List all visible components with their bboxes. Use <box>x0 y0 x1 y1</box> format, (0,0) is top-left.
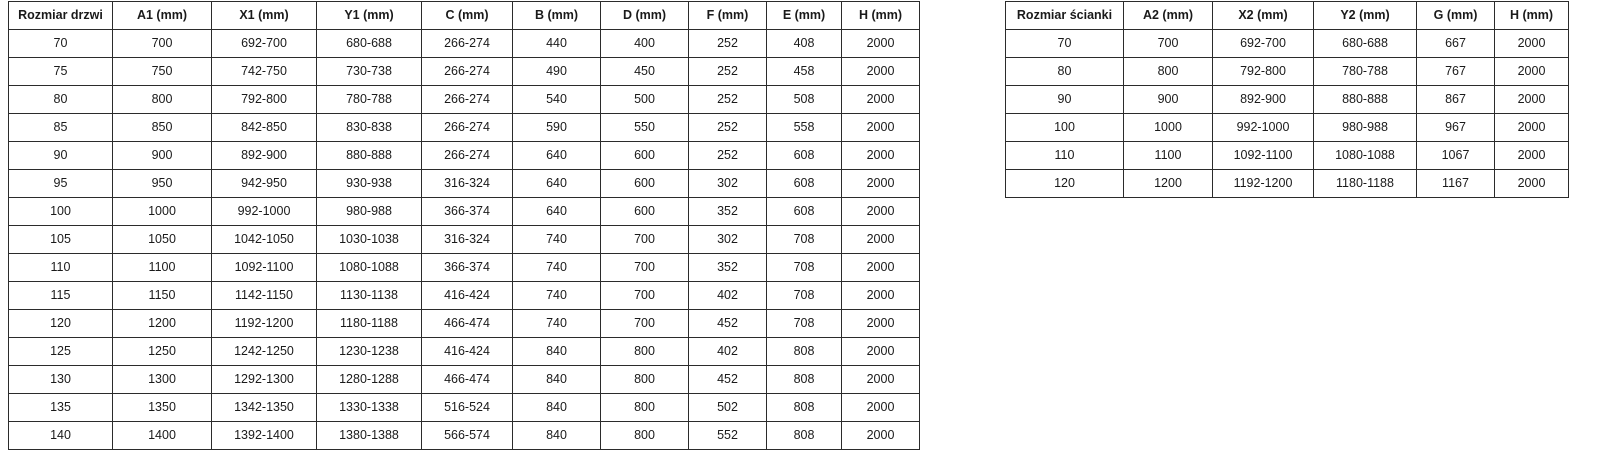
cell: 708 <box>767 282 842 310</box>
cell: 950 <box>113 170 212 198</box>
table-row <box>9 422 920 450</box>
column-header-y1: Y1 (mm) <box>317 2 422 30</box>
cell: 808 <box>767 394 842 422</box>
cell: 135 <box>9 394 113 422</box>
table-row <box>9 366 920 394</box>
cell: 458 <box>767 58 842 86</box>
door-size-table <box>8 1 920 450</box>
cell: 2000 <box>842 170 920 198</box>
cell: 1042-1050 <box>212 226 317 254</box>
cell: 680-688 <box>317 30 422 58</box>
cell: 1192-1200 <box>212 310 317 338</box>
wall-size-table <box>1005 1 1569 198</box>
cell: 840 <box>513 394 601 422</box>
cell: 550 <box>601 114 689 142</box>
cell: 500 <box>601 86 689 114</box>
cell: 252 <box>689 114 767 142</box>
cell: 708 <box>767 254 842 282</box>
cell: 840 <box>513 366 601 394</box>
cell: 1080-1088 <box>1314 142 1417 170</box>
cell: 100 <box>1006 114 1124 142</box>
cell: 140 <box>9 422 113 450</box>
cell: 880-888 <box>317 142 422 170</box>
cell: 840 <box>513 338 601 366</box>
cell: 608 <box>767 198 842 226</box>
cell: 408 <box>767 30 842 58</box>
cell: 402 <box>689 282 767 310</box>
table-row <box>9 58 920 86</box>
cell: 85 <box>9 114 113 142</box>
cell: 967 <box>1417 114 1495 142</box>
cell: 416-424 <box>422 282 513 310</box>
cell: 792-800 <box>1213 58 1314 86</box>
column-header-c: C (mm) <box>422 2 513 30</box>
cell: 400 <box>601 30 689 58</box>
cell: 708 <box>767 226 842 254</box>
cell: 2000 <box>842 310 920 338</box>
cell: 120 <box>9 310 113 338</box>
cell: 90 <box>9 142 113 170</box>
cell: 70 <box>9 30 113 58</box>
cell: 352 <box>689 198 767 226</box>
cell: 1350 <box>113 394 212 422</box>
table-row <box>9 198 920 226</box>
cell: 450 <box>601 58 689 86</box>
cell: 2000 <box>1495 30 1569 58</box>
cell: 1242-1250 <box>212 338 317 366</box>
column-header-e: E (mm) <box>767 2 842 30</box>
cell: 452 <box>689 310 767 338</box>
column-header-h: H (mm) <box>1495 2 1569 30</box>
cell: 1150 <box>113 282 212 310</box>
cell: 2000 <box>842 58 920 86</box>
cell: 416-424 <box>422 338 513 366</box>
cell: 842-850 <box>212 114 317 142</box>
door-table-header <box>9 2 920 30</box>
table-row <box>1006 142 1569 170</box>
cell: 110 <box>1006 142 1124 170</box>
cell: 302 <box>689 170 767 198</box>
table-row <box>1006 114 1569 142</box>
cell: 740 <box>513 226 601 254</box>
cell: 1280-1288 <box>317 366 422 394</box>
table-row <box>9 114 920 142</box>
table-row <box>1006 86 1569 114</box>
cell: 1130-1138 <box>317 282 422 310</box>
cell: 252 <box>689 142 767 170</box>
cell: 608 <box>767 142 842 170</box>
table-row <box>1006 58 1569 86</box>
cell: 1100 <box>113 254 212 282</box>
cell: 667 <box>1417 30 1495 58</box>
wall-table-body <box>1006 30 1569 198</box>
cell: 1030-1038 <box>317 226 422 254</box>
cell: 830-838 <box>317 114 422 142</box>
cell: 130 <box>9 366 113 394</box>
column-header-door-size: Rozmiar drzwi <box>9 2 113 30</box>
cell: 2000 <box>842 282 920 310</box>
cell: 700 <box>601 310 689 338</box>
cell: 2000 <box>842 338 920 366</box>
cell: 266-274 <box>422 58 513 86</box>
cell: 792-800 <box>212 86 317 114</box>
cell: 1392-1400 <box>212 422 317 450</box>
cell: 105 <box>9 226 113 254</box>
cell: 540 <box>513 86 601 114</box>
cell: 552 <box>689 422 767 450</box>
cell: 840 <box>513 422 601 450</box>
cell: 800 <box>601 394 689 422</box>
cell: 252 <box>689 58 767 86</box>
table-row <box>9 86 920 114</box>
cell: 1250 <box>113 338 212 366</box>
cell: 2000 <box>842 254 920 282</box>
cell: 900 <box>1124 86 1213 114</box>
cell: 1092-1100 <box>212 254 317 282</box>
cell: 2000 <box>842 366 920 394</box>
cell: 1142-1150 <box>212 282 317 310</box>
cell: 1067 <box>1417 142 1495 170</box>
cell: 402 <box>689 338 767 366</box>
cell: 90 <box>1006 86 1124 114</box>
cell: 1380-1388 <box>317 422 422 450</box>
cell: 680-688 <box>1314 30 1417 58</box>
cell: 600 <box>601 170 689 198</box>
cell: 490 <box>513 58 601 86</box>
cell: 2000 <box>842 422 920 450</box>
cell: 900 <box>113 142 212 170</box>
cell: 1100 <box>1124 142 1213 170</box>
table-row <box>9 254 920 282</box>
cell: 1200 <box>113 310 212 338</box>
cell: 95 <box>9 170 113 198</box>
column-header-y2: Y2 (mm) <box>1314 2 1417 30</box>
cell: 1167 <box>1417 170 1495 198</box>
cell: 808 <box>767 366 842 394</box>
table-row <box>9 142 920 170</box>
cell: 980-988 <box>1314 114 1417 142</box>
table-row <box>9 30 920 58</box>
table-row <box>1006 30 1569 58</box>
cell: 1300 <box>113 366 212 394</box>
column-header-wall-size: Rozmiar ścianki <box>1006 2 1124 30</box>
cell: 692-700 <box>1213 30 1314 58</box>
cell: 2000 <box>842 114 920 142</box>
cell: 2000 <box>842 86 920 114</box>
cell: 2000 <box>1495 86 1569 114</box>
cell: 75 <box>9 58 113 86</box>
cell: 2000 <box>842 30 920 58</box>
cell: 2000 <box>842 226 920 254</box>
cell: 452 <box>689 366 767 394</box>
cell: 1400 <box>113 422 212 450</box>
cell: 892-900 <box>1213 86 1314 114</box>
column-header-a2: A2 (mm) <box>1124 2 1213 30</box>
table-row <box>9 394 920 422</box>
cell: 566-574 <box>422 422 513 450</box>
cell: 1330-1338 <box>317 394 422 422</box>
cell: 440 <box>513 30 601 58</box>
table-row <box>9 282 920 310</box>
table-row <box>9 226 920 254</box>
cell: 266-274 <box>422 30 513 58</box>
cell: 352 <box>689 254 767 282</box>
cell: 1180-1188 <box>1314 170 1417 198</box>
cell: 516-524 <box>422 394 513 422</box>
cell: 1342-1350 <box>212 394 317 422</box>
cell: 880-888 <box>1314 86 1417 114</box>
column-header-f: F (mm) <box>689 2 767 30</box>
column-header-b: B (mm) <box>513 2 601 30</box>
cell: 115 <box>9 282 113 310</box>
cell: 266-274 <box>422 114 513 142</box>
cell: 780-788 <box>317 86 422 114</box>
cell: 850 <box>113 114 212 142</box>
cell: 558 <box>767 114 842 142</box>
table-row <box>1006 170 1569 198</box>
cell: 808 <box>767 338 842 366</box>
table-header-row <box>9 2 920 30</box>
cell: 740 <box>513 254 601 282</box>
column-header-x2: X2 (mm) <box>1213 2 1314 30</box>
cell: 2000 <box>842 394 920 422</box>
cell: 640 <box>513 142 601 170</box>
cell: 2000 <box>842 142 920 170</box>
cell: 608 <box>767 170 842 198</box>
cell: 1000 <box>1124 114 1213 142</box>
cell: 640 <box>513 170 601 198</box>
cell: 808 <box>767 422 842 450</box>
cell: 742-750 <box>212 58 317 86</box>
cell: 508 <box>767 86 842 114</box>
table-header-row <box>1006 2 1569 30</box>
cell: 700 <box>601 282 689 310</box>
cell: 800 <box>601 422 689 450</box>
cell: 800 <box>601 366 689 394</box>
cell: 740 <box>513 282 601 310</box>
cell: 252 <box>689 30 767 58</box>
cell: 767 <box>1417 58 1495 86</box>
table-row <box>9 310 920 338</box>
cell: 1230-1238 <box>317 338 422 366</box>
cell: 740 <box>513 310 601 338</box>
cell: 2000 <box>1495 114 1569 142</box>
cell: 730-738 <box>317 58 422 86</box>
cell: 750 <box>113 58 212 86</box>
cell: 700 <box>601 226 689 254</box>
cell: 80 <box>9 86 113 114</box>
cell: 708 <box>767 310 842 338</box>
cell: 1000 <box>113 198 212 226</box>
cell: 266-274 <box>422 142 513 170</box>
cell: 600 <box>601 198 689 226</box>
cell: 110 <box>9 254 113 282</box>
cell: 800 <box>601 338 689 366</box>
cell: 252 <box>689 86 767 114</box>
cell: 700 <box>601 254 689 282</box>
cell: 700 <box>1124 30 1213 58</box>
cell: 992-1000 <box>212 198 317 226</box>
cell: 266-274 <box>422 86 513 114</box>
door-table-body <box>9 30 920 450</box>
cell: 640 <box>513 198 601 226</box>
cell: 867 <box>1417 86 1495 114</box>
table-row <box>9 338 920 366</box>
cell: 302 <box>689 226 767 254</box>
cell: 100 <box>9 198 113 226</box>
door-size-table-container <box>8 1 920 450</box>
wall-table-header <box>1006 2 1569 30</box>
cell: 120 <box>1006 170 1124 198</box>
cell: 700 <box>113 30 212 58</box>
cell: 1080-1088 <box>317 254 422 282</box>
cell: 780-788 <box>1314 58 1417 86</box>
cell: 800 <box>113 86 212 114</box>
cell: 316-324 <box>422 170 513 198</box>
column-header-a1: A1 (mm) <box>113 2 212 30</box>
column-header-x1: X1 (mm) <box>212 2 317 30</box>
cell: 466-474 <box>422 366 513 394</box>
column-header-d: D (mm) <box>601 2 689 30</box>
cell: 1192-1200 <box>1213 170 1314 198</box>
cell: 2000 <box>1495 142 1569 170</box>
wall-size-table-container <box>1005 1 1569 198</box>
cell: 1092-1100 <box>1213 142 1314 170</box>
cell: 692-700 <box>212 30 317 58</box>
cell: 366-374 <box>422 254 513 282</box>
cell: 366-374 <box>422 198 513 226</box>
cell: 1200 <box>1124 170 1213 198</box>
cell: 316-324 <box>422 226 513 254</box>
cell: 2000 <box>1495 170 1569 198</box>
cell: 992-1000 <box>1213 114 1314 142</box>
cell: 2000 <box>1495 58 1569 86</box>
cell: 1180-1188 <box>317 310 422 338</box>
cell: 125 <box>9 338 113 366</box>
cell: 590 <box>513 114 601 142</box>
cell: 892-900 <box>212 142 317 170</box>
table-row <box>9 170 920 198</box>
cell: 1050 <box>113 226 212 254</box>
cell: 600 <box>601 142 689 170</box>
cell: 70 <box>1006 30 1124 58</box>
cell: 800 <box>1124 58 1213 86</box>
cell: 80 <box>1006 58 1124 86</box>
cell: 2000 <box>842 198 920 226</box>
cell: 942-950 <box>212 170 317 198</box>
cell: 930-938 <box>317 170 422 198</box>
cell: 980-988 <box>317 198 422 226</box>
column-header-h: H (mm) <box>842 2 920 30</box>
cell: 466-474 <box>422 310 513 338</box>
cell: 502 <box>689 394 767 422</box>
cell: 1292-1300 <box>212 366 317 394</box>
column-header-g: G (mm) <box>1417 2 1495 30</box>
